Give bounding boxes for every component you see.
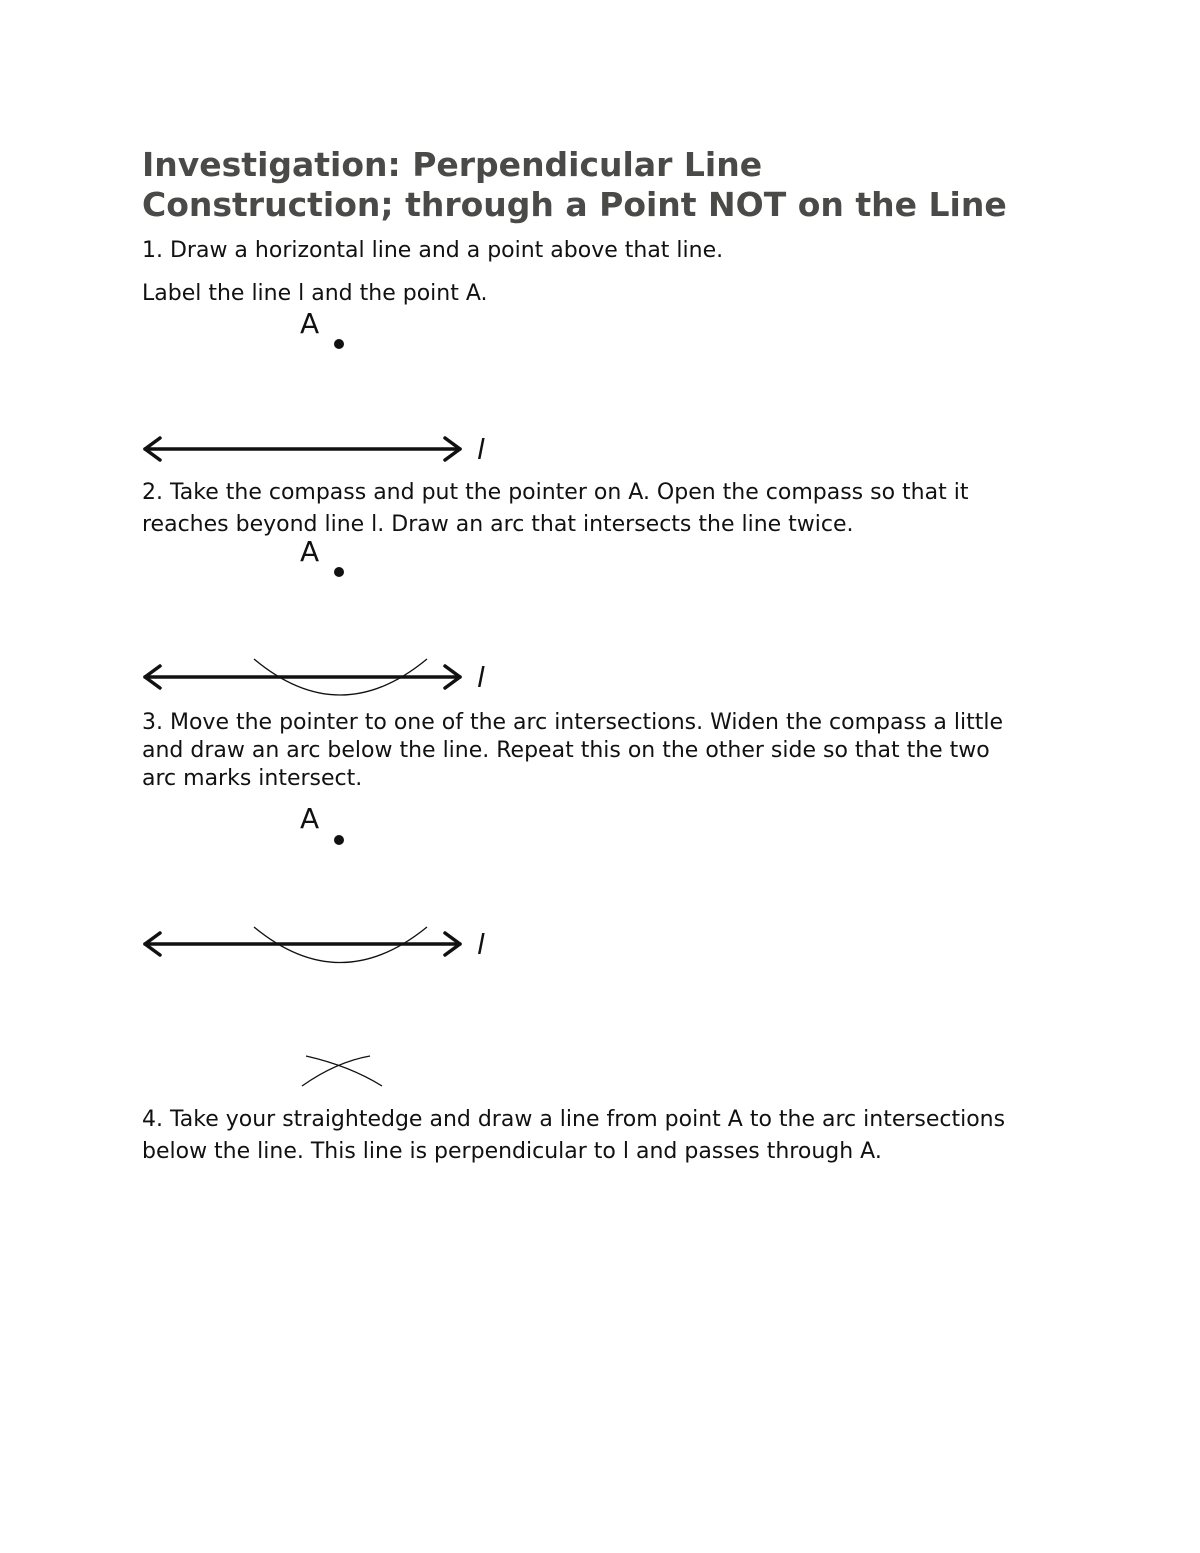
figure-step-3 [140, 800, 500, 1095]
step-4-text [142, 1104, 1005, 1168]
step-2-line-2: reaches beyond line l. Draw an arc that intersects the line twice. [142, 512, 854, 537]
line-l-label: l [477, 661, 485, 694]
step-3-line-2: and draw an arc below the line. Repeat this on the other side so that the two [142, 738, 990, 763]
line-l [145, 933, 460, 955]
point-a-label: A [300, 535, 320, 568]
step-3-line-1: 3. Move the pointer to one of the arc intersections. Widen the compass a little [142, 710, 1003, 735]
point-a-label: A [300, 307, 320, 340]
step-1-text [142, 238, 723, 263]
line-l-label: l [477, 433, 485, 466]
point-a [334, 567, 344, 577]
worksheet-title [142, 145, 1142, 225]
figure-step-2 [140, 533, 500, 703]
step-4-line-1: 4. Take your straightedge and draw a line from point A to the arc intersections [142, 1107, 1006, 1132]
figure-step-1 [140, 305, 500, 470]
step-1-text-2 [142, 281, 487, 306]
step-1-line-1: 1. Draw a horizontal line and a point above that line. [142, 238, 724, 263]
step-2-line-1: 2. Take the compass and put the pointer on A. Open the compass so that it [142, 480, 969, 505]
step-4-line-2: below the line. This line is perpendicular to l and passes through A. [142, 1139, 882, 1164]
step-2-text [142, 477, 968, 541]
line-l [145, 438, 460, 460]
lower-arc-right [306, 1056, 382, 1086]
point-a-label: A [300, 802, 320, 835]
line-l-label: l [477, 928, 485, 961]
lower-arc-left [302, 1056, 370, 1086]
point-a [334, 339, 344, 349]
title-line-1: Investigation: Perpendicular Line [142, 145, 763, 184]
title-line-2: Construction; through a Point NOT on the Line [142, 185, 1007, 224]
step-3-text [142, 709, 1003, 793]
point-a [334, 835, 344, 845]
step-1-line-2: Label the line l and the point A. [142, 281, 488, 306]
step-3-line-3: arc marks intersect. [142, 766, 363, 791]
